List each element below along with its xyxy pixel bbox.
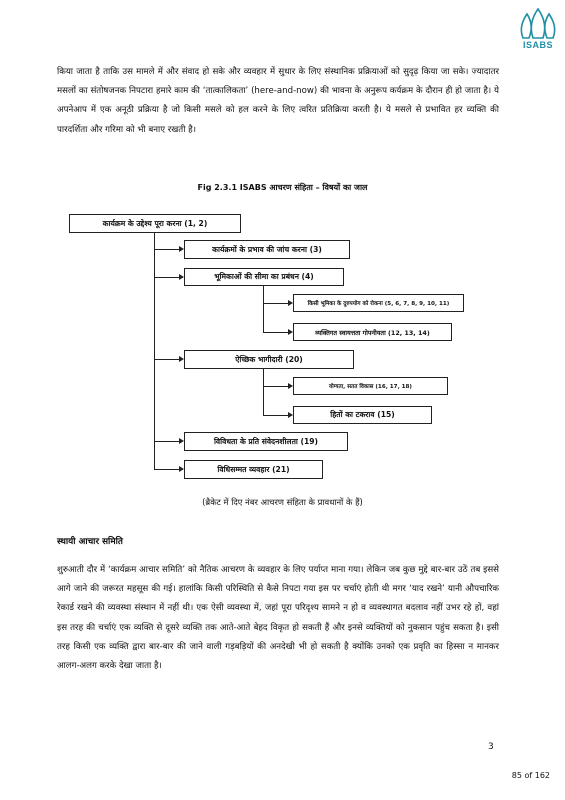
figure-note: (ब्रैकेट में दिए नंबर आचरण संहिता के प्रावधानों के हैं) [202, 497, 363, 507]
box-impact-assessment: कार्यक्रमों के प्रभाव की जांच करना (3) [184, 240, 350, 259]
box-privacy: व्यक्तिगत स्वायत्तता गोपनीयता (12, 13, 14) [293, 323, 452, 341]
connector [263, 386, 289, 387]
connector [154, 249, 180, 250]
box-legal-conduct: विधिसम्मत व्यवहार (21) [184, 460, 323, 479]
connector [154, 233, 155, 469]
connector [263, 285, 264, 333]
connector [263, 368, 264, 416]
connector [263, 332, 289, 333]
connector [154, 359, 180, 360]
connector [263, 303, 289, 304]
page-number: 3 [488, 742, 494, 752]
section-heading: स्थायी आचार समिति [57, 537, 123, 547]
paragraph-bottom: शुरुआती दौर में ‘कार्यक्रम आचार समिति’ को नैतिक आचरण के व्यवहार के लिए पर्याप्त माना गया। लेकिन जब कुछ मुद्दे बार-बार उठें तब इससे आगे जाने की जरूरत महसूस की गई। हालांकि किसी परिस्थिति से कैसे निपटा गया इस पर चर्चाएं होती थी मगर ‘याद रखने’ यानी औपचारिक रेकार्ड रखने की व्यवस्था संस्थान में नहीं थी। एक ऐसी व्यवस्था में, जहां पूरा परिदृश्य सामने न हो व व्यवस्थागत बदलाव नहीं उभर रहे हों, वहां इस तरह की चर्चाएं एक व्यक्ति से दूसरे व्यक्ति तक आते-आते बेहद विकृत हो सकती हैं और इनसे व्यक्तियों को नुकसान पहुंच सकता है। इसी तरह किसी एक व्यक्ति द्वारा बार-बार की जाने वाली गड़बड़ियों की अनदेखी भी हो सकती है क्योंकि उनको एक प्रवृति का हिस्सा न मानकर आलग-अलग करके देखा जाता है। [57, 565, 499, 672]
figure-caption: Fig 2.3.1 ISABS आचरण संहिता – विषयों का जाल [197, 183, 368, 192]
connector [263, 415, 289, 416]
box-voluntary-participation: ऐच्छिक भागीदारी (20) [184, 350, 354, 369]
logo-text: ISABS [522, 40, 553, 50]
box-competence: योग्यता, सतत विकास (16, 17, 18) [293, 377, 448, 395]
connector [154, 469, 180, 470]
connector [154, 441, 180, 442]
box-diversity-sensitivity: विविधता के प्रति संवेदनशीलता (19) [184, 432, 348, 451]
box-role-boundaries: भूमिकाओं की सीमा का प्रबंधन (4) [184, 268, 344, 286]
box-conflict-of-interest: हितों का टकराव (15) [293, 406, 432, 424]
box-program-objectives: कार्यक्रम के उद्देश्य पूरा करना (1, 2) [69, 214, 241, 233]
paragraph-top: किया जाता है ताकि उस मामले में और संवाद हो सके और व्यवहार में सुधार के लिए संस्थानिक प्रक्रियाओं को सुदृढ़ किया जा सके। ज्यादातर मसलों का संतोषजनक निपटारा हमारे काम की ‘तात्कालिकता’ (here-and-now) की भावना के अनुरूप कर्यक्रम के दौरान ही हो जाता है। ये अपनेआप में एक अनूठी प्रक्रिया है जो किसी मसले को हल करने के लिए त्वरित प्रतिक्रिया करती है। ये मसले से प्रभावित हर व्यक्ति की पारदर्शिता और गरिमा को भी बनाए रखती है। [57, 67, 499, 135]
connector [154, 277, 180, 278]
box-role-misuse: किसी भूमिका के दुरुपयोग को रोकना (5, 6, 7, 8, 9, 10, 11) [293, 294, 464, 312]
page-count: 85 of 162 [511, 771, 550, 780]
